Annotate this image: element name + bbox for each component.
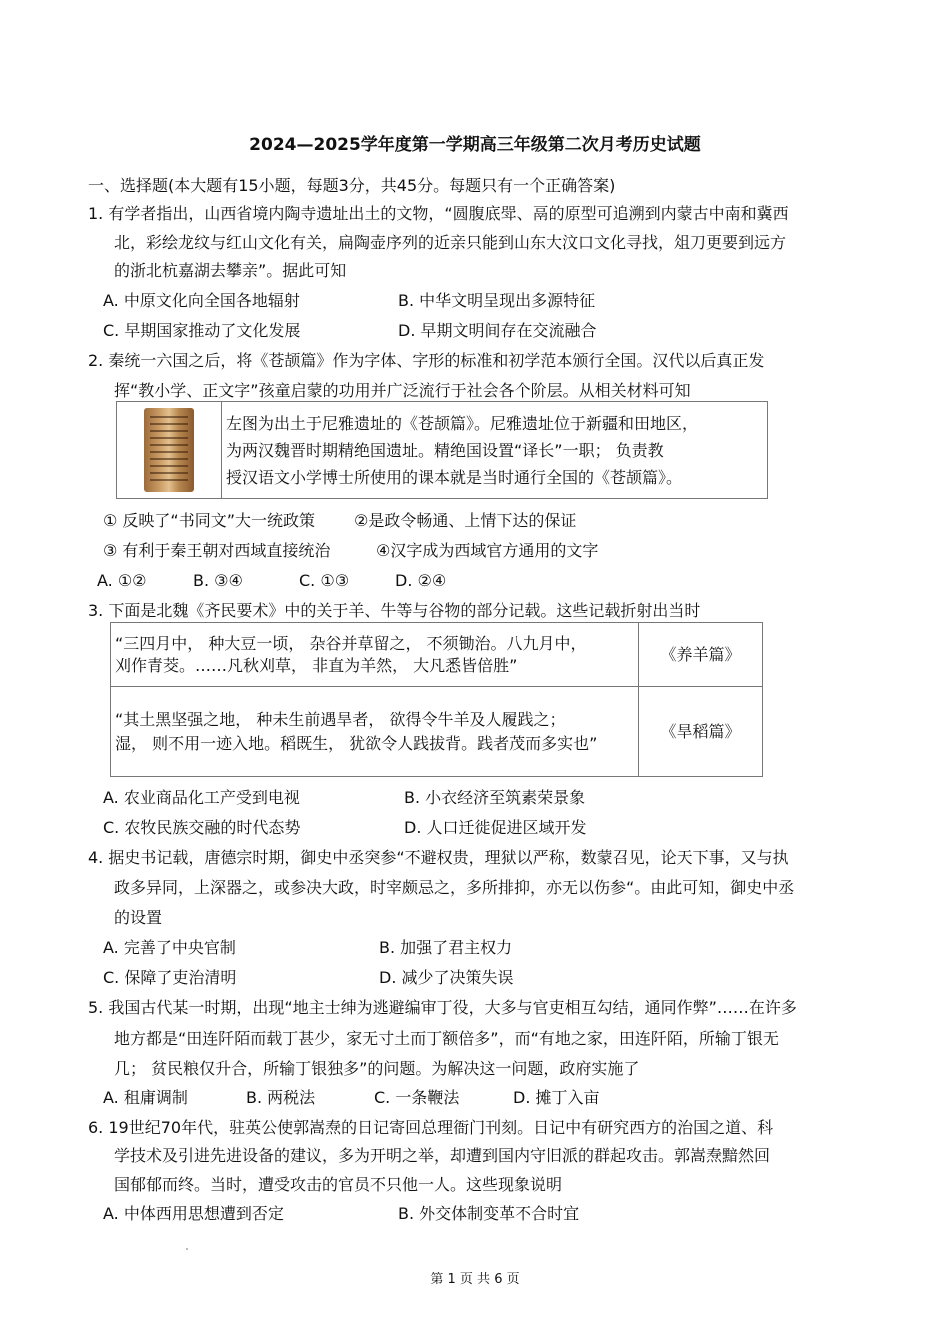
page-footer: 第 1 页 共 6 页 [430, 1272, 520, 1287]
q1-option-b: B. 中华文明呈现出多源特征 [398, 291, 596, 310]
q1-stem-line3: 的浙北杭嘉湖去攀亲”。据此可知 [114, 261, 347, 280]
q4-stem-line2: 政多异同，上深器之，或参决大政，时宰颇忌之，多所排抑，亦无以伤参“。由此可知，御史中丞 [114, 878, 795, 897]
q2-option-a: A. ①② [97, 571, 147, 590]
q4-option-a: A. 完善了中央官制 [103, 938, 236, 957]
q3-row1-line2: 刈作青茭。……凡秋刈草， 非直为羊然， 大凡悉皆倍胜” [115, 655, 518, 675]
q6-stem-line2: 学技术及引进先进设备的建议，多为开明之举，却遭到国内守旧派的群起攻击。郭嵩焘黯然回 [114, 1146, 771, 1165]
q3-row1-source [639, 623, 763, 687]
q5-option-d: D. 摊丁入亩 [513, 1088, 600, 1107]
q2-material-line2: 为两汉魏晋时期精绝国遗址。精绝国设置“译长”一职； 负责教 [226, 440, 664, 460]
q3-source-table [110, 622, 763, 777]
q2-option-b: B. ③④ [193, 571, 243, 590]
q1-stem-line2: 北，彩绘龙纹与红山文化有关，扁陶壶序列的近亲只能到山东大汶口文化寻找，俎刀更要到远方 [114, 233, 787, 252]
q3-row2-source [639, 687, 763, 777]
page-title: 2024—2025学年度第一学期高三年级第二次月考历史试题 [249, 135, 701, 155]
q2-material-line1: 左图为出土于尼雅遗址的《苍颉篇》。尼雅遗址位于新疆和田地区， [226, 413, 699, 433]
q5-option-b: B. 两税法 [246, 1088, 316, 1107]
q2-statement-2: ②是政令畅通、上情下达的保证 [354, 511, 577, 530]
q3-stem-line1: 3. 下面是北魏《齐民要术》中的关于羊、牛等与谷物的部分记载。这些记载折射出当时 [88, 601, 701, 620]
q2-stem-line1: 2. 秦统一六国之后，将《苍颉篇》作为字体、字形的标准和初学范本颁行全国。汉代以后真正发 [88, 351, 765, 370]
q3-row1-text [111, 623, 639, 687]
section-heading: 一、选择题(本大题有15小题，每题3分，共45分。每题只有一个正确答案) [88, 176, 616, 195]
q3-option-d: D. 人口迁徙促进区域开发 [404, 818, 587, 837]
q4-stem-line3: 的设置 [114, 908, 163, 927]
q6-stem-line1: 6. 19世纪70年代，驻英公使郭嵩焘的日记寄回总理衙门刊刻。日记中有研究西方的治国之道、科 [88, 1118, 774, 1137]
q5-stem-line1: 5. 我国古代某一时期，出现“地主士绅为逃避编审丁役，大多与官吏相互勾结，通同作弊”……在许多 [88, 998, 797, 1017]
q3-row2-line2: 湿， 则不用一迹入地。稻既生， 犹欲令人践拔背。践者茂而多实也” [115, 733, 598, 753]
q5-option-c: C. 一条鞭法 [374, 1088, 460, 1107]
q6-stem-line3: 国郁郁而终。当时，遭受攻击的官员不只他一人。这些现象说明 [114, 1175, 563, 1194]
scan-speck [186, 1248, 188, 1250]
q2-stem-line2: 挥“教小学、正文字”孩童启蒙的功用并广泛流行于社会各个阶层。从相关材料可知 [114, 381, 691, 400]
q3-option-b: B. 小衣经济至筑素荣景象 [404, 788, 586, 807]
q3-row1-line1: “三四月中， 种大豆一顷， 杂谷并草留之， 不须锄治。八九月中， [115, 633, 587, 653]
q3-option-c: C. 农牧民族交融的时代态势 [103, 818, 301, 837]
q2-statement-4: ④汉字成为西域官方通用的文字 [376, 541, 599, 560]
q6-option-a: A. 中体西用思想遭到否定 [103, 1204, 284, 1223]
q4-stem-line1: 4. 据史书记载，唐德宗时期，御史中丞突参“不避权贵，理狱以严称，数蒙召见，论天下事，又与执 [88, 848, 789, 867]
q4-option-b: B. 加强了君主权力 [379, 938, 513, 957]
q1-option-a: A. 中原文化向全国各地辐射 [103, 291, 300, 310]
q1-option-d: D. 早期文明间存在交流融合 [398, 321, 597, 340]
q3-row1-source-label: 《养羊篇》 [660, 644, 741, 664]
q1-stem-line1: 1. 有学者指出，山西省境内陶寺遗址出土的文物，“圆腹底斝、鬲的原型可追溯到内蒙古中南和冀西 [88, 204, 789, 223]
q2-material-box [116, 401, 768, 499]
q6-option-b: B. 外交体制变革不合时宜 [398, 1204, 580, 1223]
q3-row2-text [111, 687, 639, 777]
q5-stem-line3: 几； 贫民粮仅升合，所输丁银独多”的问题。为解决这一问题，政府实施了 [114, 1059, 640, 1078]
q2-option-d: D. ②④ [395, 571, 447, 590]
q3-row2-source-label: 《旱稻篇》 [660, 721, 741, 741]
q2-material-line3: 授汉语文小学博士所使用的课本就是当时通行全国的《苍颉篇》。 [226, 467, 683, 487]
q2-image-cell [117, 402, 222, 499]
q1-option-c: C. 早期国家推动了文化发展 [103, 321, 301, 340]
q5-stem-line2: 地方都是“田连阡陌而载丁甚少，家无寸土而丁额倍多”，而“有地之家，田连阡陌，所输丁银无 [114, 1029, 779, 1048]
bamboo-slip-image [144, 408, 194, 492]
q2-material-text [222, 402, 768, 499]
q3-row2-line1: “其土黑坚强之地， 种未生前遇旱者， 欲得令牛羊及人履践之； [115, 709, 566, 729]
q4-option-c: C. 保障了吏治清明 [103, 968, 237, 987]
q5-option-a: A. 租庸调制 [103, 1088, 188, 1107]
q2-statement-1: ① 反映了“书同文”大一统政策 [103, 511, 316, 530]
q4-option-d: D. 减少了决策失误 [379, 968, 514, 987]
q2-option-c: C. ①③ [299, 571, 350, 590]
q3-option-a: A. 农业商品化工产受到电视 [103, 788, 300, 807]
q2-statement-3: ③ 有利于秦王朝对西域直接统治 [103, 541, 331, 560]
